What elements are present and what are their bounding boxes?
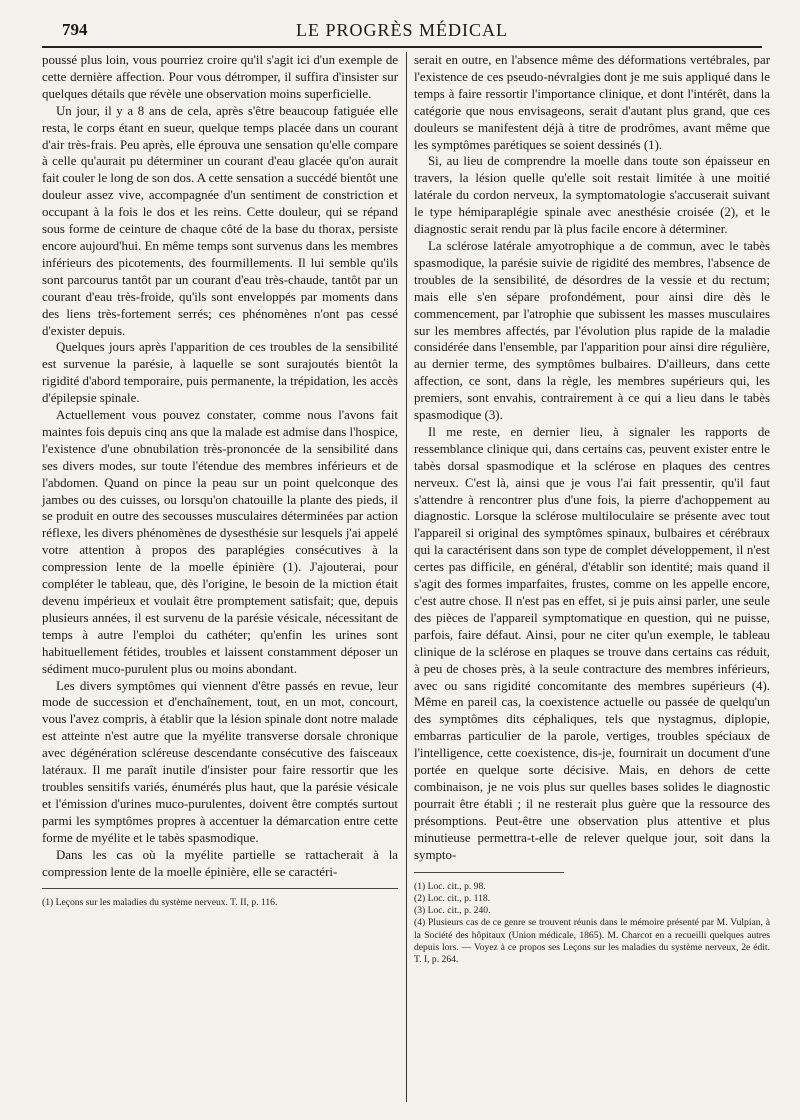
left-paragraph-1: poussé plus loin, vous pourriez croire qu'il s'agit ici d'un exemple de cette dernière affection. Pour vous détromper, il suffira d'insister sur quelques détails que révèle une observation moins superficielle. [42, 53, 398, 101]
left-paragraph-3: Quelques jours après l'apparition de ces troubles de la sensibilité est survenue la parésie, à laquelle se sont surajoutés bientôt la rigidité d'abord temporaire, puis permanente, la trépidation, les accès d'épilepsie spinale. [42, 340, 398, 406]
page-number: 794 [62, 20, 88, 39]
column-divider [406, 52, 407, 1102]
left-footnote-1: (1) Leçons sur les maladies du système nerveux. T. II, p. 116. [42, 897, 278, 909]
left-footnote-rule [42, 888, 398, 889]
left-footnotes [42, 897, 398, 909]
right-footnote-rule [414, 872, 564, 873]
right-footnote-3: (3) Loc. cit., p. 240. [414, 905, 491, 917]
right-column [414, 52, 770, 967]
left-column [42, 52, 398, 910]
page-header [42, 20, 762, 48]
right-paragraph-2: Si, au lieu de comprendre la moelle dans toute son épaisseur en travers, la lésion quelle qu'elle soit restait limitée à une moitié latérale du cordon nerveux, la symptomatologie s'accuserait suivant le type hémiparaplégie spinale avec anesthésie croisée (2), et le diagnostic serait rendu par là plus facile encore à déterminer. [414, 154, 770, 237]
right-footnote-2: (2) Loc. cit., p. 118. [414, 892, 491, 904]
left-paragraph-6: Dans les cas où la myélite partielle se rattacherait à la compression lente de la moelle épinière, elle se caractéri- [42, 847, 398, 879]
right-paragraph-3: La sclérose latérale amyotrophique a de commun, avec le tabès spasmodique, la parésie suivie de rigidité des membres, l'absence de troubles de la sensibilité, de désordres de la vessie et du rectum; mais elle s'en sépare profondément, pour ainsi dire dès le commencement, par l'atrophie que subissent les masses musculaires sur les membres affectés, par l'évolution plus rapide de la maladie considérée dans l'ensemble, par l'apparition pour ainsi dire régulière, au dernier terme, des symptômes bulbaires. D'ailleurs, dans cette affection, ce sont, dans la règle, les membres supérieurs qui, les premiers, sont envahis, contrairement à ce qui a lieu dans le tabès spasmodique (3). [414, 238, 770, 423]
right-paragraph-4: Il me reste, en dernier lieu, à signaler les rapports de ressemblance clinique qui, dans certains cas, peuvent exister entre le tabès dorsal spasmodique et la sclérose en plaques des centres nerveux. C'est là, ainsi que je vous l'ai fait pressentir, qu'il faut s'attendre à rencontrer plus d'une fois, la pierre d'achoppement au diagnostic. Lorsque la sclérose multiloculaire se présente avec tout l'appareil si original des symptômes spinaux, bulbaires et cérébraux qui la caractérisent dans son type de complet développement, il n'est certes pas difficile, en général, d'établir son identité; mais quand il s'agit des formes imparfaites, frustes, comme on les appelle encore, c'est autre chose. Il n'est pas en effet, si je puis ainsi parler, une seule des pièces de l'appareil symptomatique en question, qui ne puisse, parfois, faire défaut. Ainsi, pour ne citer qu'un exemple, le tableau clinique de la sclérose en plaques se trouve dans certains cas réduit, à peu de choses près, à la seule contracture des membres inférieurs, avec ou sans rigidité concomitante des membres supérieurs (4). Même en pareil cas, la coexistence actuelle ou passée de quelqu'un des symptômes dits céphaliques, tels que nystagmus, diplopie, embarras particulier de la parole, vertiges, troubles spéciaux de l'intelligence, cette coexistence, dis-je, fournirait un document d'une portée en quelque sorte décisive. Mais, en dehors de cette combinaison, je ne vois plus sur quelles bases solides le diagnostic pourrait être établi ; il ne resterait plus guère que la ressource des présomptions. Peut-être une observation plus attentive et plus minutieuse permettra-t-elle de relever quelque jour, soit dans la sympto- [414, 424, 770, 862]
left-paragraph-5: Les divers symptômes qui viennent d'être passés en revue, leur mode de succession et d'enchaînement, tout, en un mot, concourt, vous l'avez compris, à établir que la lésion spinale dont notre malade est atteinte n'est autre que la myélite transverse dorsale chronique avec dégénération scléreuse descendante consécutive des faisceaux latéraux. Il me paraît inutile d'insister pour faire ressortir que les troubles sensitifs variés, énumérés plus haut, que la parésie vésicale et l'émission d'urines muco-purulentes, doivent être comptés surtout parmi les symptômes propres à accentuer la démarcation entre cette forme de myélite et le tabès spasmodique. [42, 678, 398, 845]
right-footnote-1: (1) Loc. cit., p. 98. [414, 880, 486, 892]
journal-title: LE PROGRÈS MÉDICAL [295, 20, 508, 40]
right-footnote-4: (4) Plusieurs cas de ce genre se trouvent réunis dans le mémoire présenté par M. Vulpian, à la Société des hôpitaux (Union médicale, 1865). M. Charcot en a recueilli quelques autres depuis lors. — Voyez à ce propos ses Leçons sur les maladies du système nerveux, 2e édit. T. I, p. 264. [414, 917, 770, 966]
left-paragraph-4: Actuellement vous pouvez constater, comme nous l'avons fait maintes fois depuis cinq ans que la malade est admise dans l'hospice, l'existence d'une obnubilation très-prononcée de la sensibilité dans ses divers modes, sur toute l'étendue des membres inférieurs et de l'abdomen. Quand on pince la peau sur un point quelconque des jambes ou des cuisses, ou lorsqu'on chatouille la plante des pieds, il se produit en outre des secousses musculaires déterminées par action réflexe, les divers phénomènes de dysesthésie sur lesquels j'ai appelé votre attention à propos des paraplégies consécutives à la compression lente de la moelle épinière (1). J'ajouterai, pour compléter le tableau, que, dès l'origine, le besoin de la miction était devenu impérieux et voulait être promptement satisfait; que, depuis plusieurs années, il est survenu de la parésie vésicale, nécessitant de temps à autre l'emploi du cathéter; qu'enfin les urines sont habituellement fétides, troubles et laissent constamment déposer un sédiment muco-purulent plus ou moins abondant. [42, 408, 399, 676]
right-footnotes [414, 881, 770, 967]
left-paragraph-2: Un jour, il y a 8 ans de cela, après s'être beaucoup fatiguée elle resta, le corps étant en sueur, quelque temps placée dans un courant d'air très-frais. Peu après, elle éprouva une sensation qu'elle compare à celle qu'aurait pu déterminer un courant d'eau glacée qu'on aurait fait couler le long de son dos. A cette sensation a succédé bientôt une douleur assez vive, accompagnée d'un sentiment de constriction et occupant à la fois le dos et les reins. Cette douleur, qui se répand sous forme de ceinture de chaque côté de la base du thorax, persiste encore aujourd'hui. En même temps sont survenus dans les membres inférieurs des picotements, des fourmillements. Il lui semble qu'ils sont parcourus tantôt par un courant d'eau très-chaude, tantôt par un courant d'eau très-froide, qu'ils sont enveloppés par moments dans des liens très-fortement serrés; ces phénomènes n'ont pas cessé d'exister depuis. [42, 103, 398, 338]
right-paragraph-1: serait en outre, en l'absence même des déformations vertébrales, par l'existence de ces pseudo-névralgies dont je me suis appliqué dans le temps à faire ressortir l'importance clinique, et dont l'intérêt, dans la catégorie que nous envisageons, serait d'autant plus grand, que ces douleurs se manifestent déjà à titre de prodrômes, avant même que les symptômes parétiques se soient dessinés (1). [414, 53, 770, 152]
